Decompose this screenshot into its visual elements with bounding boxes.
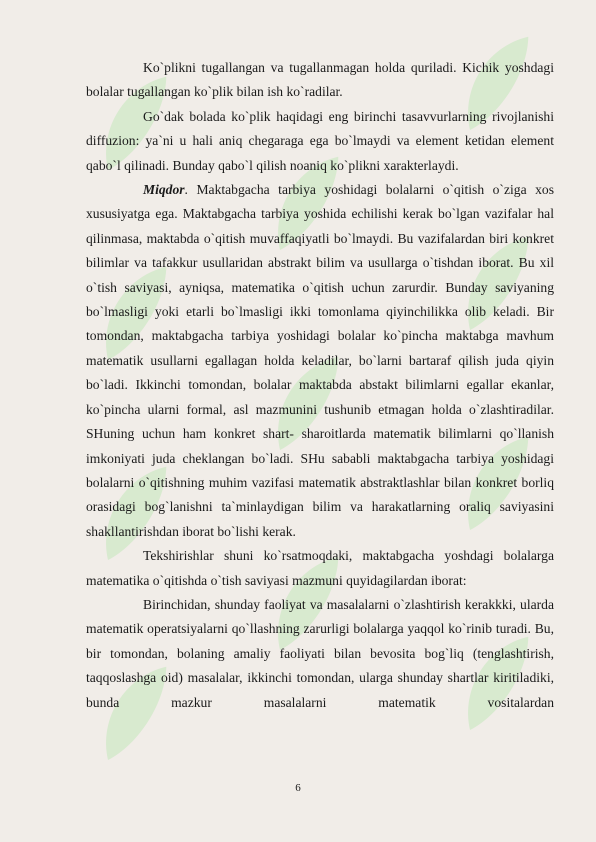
paragraph-2 (86, 105, 554, 178)
paragraph-1-text: Ko`plikni tugallangan va tugallanmagan holda quriladi. Kichik yoshdagi bolalar tugallangan ko`plik bilan ish ko`radilar. (86, 60, 554, 100)
paragraph-4-text: Tekshirishlar shuni ko`rsatmoqdaki, maktabgacha yoshdagi bolalarga matematika o`qitishda o`tish saviyasi mazmuni quyidagilardan iborat: (86, 548, 554, 588)
paragraph-3-lead-term: Miqdor (143, 182, 185, 198)
paragraph-1 (86, 56, 554, 105)
paragraph-4 (86, 544, 554, 593)
paragraph-3-text: . Maktabgacha tarbiya yoshidagi bolalarni o`qitish o`ziga xos xususiyatga ega. Maktabgacha tarbiya yoshida echilishi kerak bo`lgan vazifalar hal qilinmasa, maktabda o`qitish muvaffaqiyatli bo`lmaydi. Bu vazifalardan biri konkret bilimlar va tafakkur usullaridan abstrakt bilim va usullarga o`tishdan iborat. Bu xil o`tish saviyasi, ayniqsa, matematika o`qitish uchun zarurdir. Bunday saviyaning bo`lmasligi yoki etarli bo`lmasligi ikki tomonlama qiyinchilikka olib keladi. Bir tomondan, maktabgacha tarbiya yoshidagi bolalar ko`pincha maktabga mavhum matematik usullarni egallagan holda keladilar, bo`larni bartaraf qilish juda qiyin bo`ladi. Ikkinchi tomondan, bolalar maktabda abstakt bilimlarni egallar ekanlar, ko`pincha ularni formal, asl mazmunini tushunib etmagan holda o`zlashtiradilar. SHuning uchun ham konkret shart- sharoitlarda matematik bilimlarni qo`llanish imkoniyati juda cheklangan bo`ladi. SHu sababli maktabgacha tarbiya yoshidagi bolalarni o`qitishning muhim vazifasi matematik abstraktlashlar bilan konkret borliq orasidagi bog`lanishni ta`minlaydigan bilim va harakatlarning oraliq saviyasini shakllantirishdan iborat bo`lishi kerak. (86, 182, 554, 539)
paragraph-5 (86, 593, 554, 715)
paragraph-5-text: Birinchidan, shunday faoliyat va masalalarni o`zlashtirish kerakkki, ularda matematik operatsiyalarni qo`llashning zarurligi bolalarga yaqqol ko`rinib turadi. Bu, bir tomondan, bolaning amaliy faoliyati bilan bevosita bog`liq (tenglashtirish, taqqoslashga oid) masalalar, ikkinchi tomondan, ularga shunday shartlar kiritiladiki, bunda mazkur masalalarni matematik vositalardan (86, 596, 554, 710)
paragraph-3 (86, 178, 554, 544)
body-text (86, 56, 554, 715)
page-number: 6 (295, 782, 301, 794)
paragraph-2-text: Go`dak bolada ko`plik haqidagi eng birinchi tasavvurlarning rivojlanishi diffuzion: ya`ni u hali aniq chegaraga ega bo`lmaydi va element ketidan element qabo`l qilinadi. Bunday qabo`l qilish noaniq ko`plikni xarakterlaydi. (86, 108, 554, 173)
